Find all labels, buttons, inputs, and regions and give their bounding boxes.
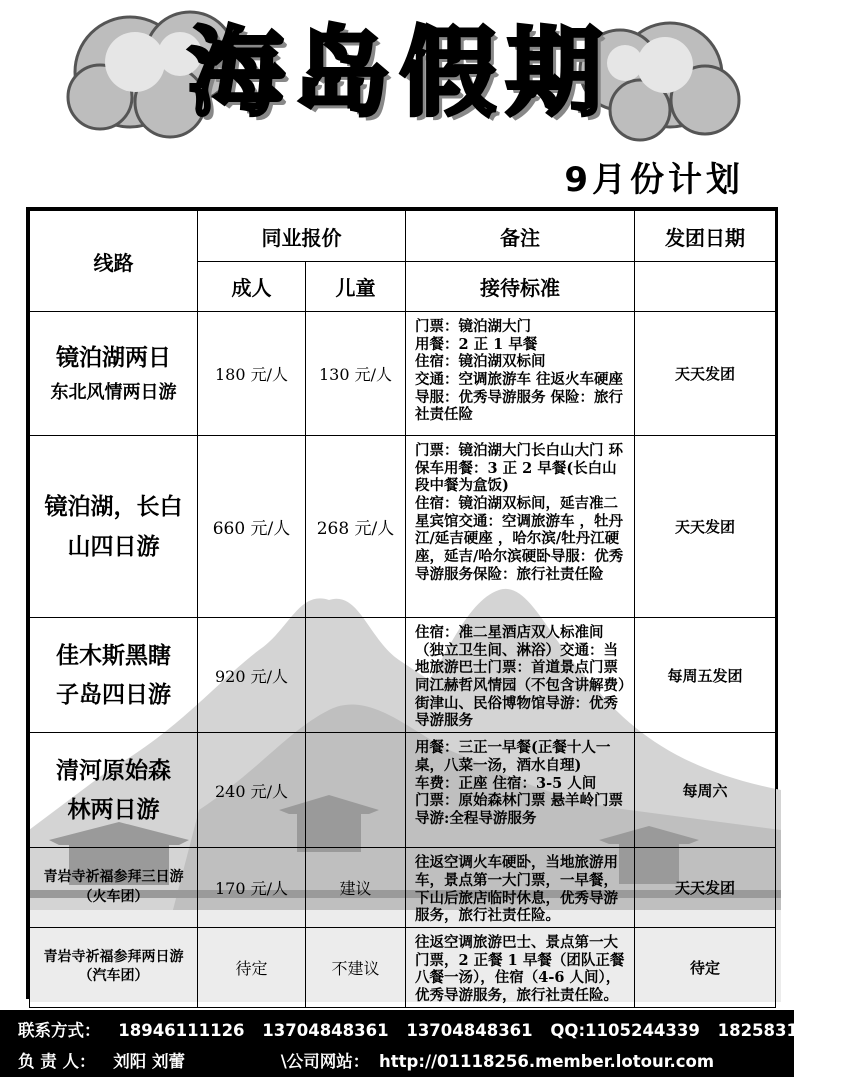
website-label: \公司网站： (280, 1052, 370, 1071)
contact-label: 联系方式： (18, 1021, 101, 1040)
table-row (30, 733, 776, 848)
header-route: 线路 (30, 211, 198, 312)
website-link[interactable]: http://01118256.member.lotour.com (379, 1052, 715, 1071)
depart-date: 待定 (635, 927, 776, 1007)
child-price (306, 733, 406, 848)
child-price: 建议 (306, 848, 406, 928)
footer-contact-bar (0, 1010, 844, 1077)
header-standard: 接待标准 (406, 262, 635, 312)
phone-4: 18258311189 (717, 1021, 844, 1040)
header (0, 0, 794, 205)
header-child: 儿童 (306, 262, 406, 312)
page-title: 海岛假期 (188, 16, 612, 129)
route-name: 佳木斯黑瞎 (56, 641, 171, 669)
note-cell: 门票：镜泊湖大门长白山大门 环保车用餐：3 正 2 早餐(长白山段中餐为盒饭) 住宿：镜泊湖双标间，延吉准二星宾馆交通：空调旅游车 ，牡丹江/延吉硬座 ，哈尔滨/牡丹江硬座，延吉/哈尔滨硬卧导服：优秀导游服务保险：旅行社责任险 (406, 436, 635, 618)
adult-price: 170 元/人 (198, 848, 306, 928)
child-price: 不建议 (306, 927, 406, 1007)
phone-2: 13704848361 (262, 1021, 389, 1040)
route-cell (30, 733, 198, 848)
header-price: 同业报价 (198, 211, 406, 262)
contact-line (18, 1017, 856, 1041)
route-subtitle: 东北风情两日游 (50, 381, 177, 403)
child-price: 268 元/人 (306, 436, 406, 618)
qq-number: QQ:1105244339 (550, 1021, 700, 1040)
route-subtitle: （火车团） (78, 888, 149, 905)
header-depart: 发团日期 (635, 211, 776, 262)
route-cell (30, 436, 198, 618)
child-price: 130 元/人 (306, 312, 406, 436)
manager-line (18, 1048, 726, 1072)
child-price (306, 618, 406, 733)
route-subtitle: 林两日游 (67, 796, 160, 824)
phone-3: 13704848361 (406, 1021, 533, 1040)
adult-price: 180 元/人 (198, 312, 306, 436)
tour-table (29, 210, 776, 1008)
adult-price: 660 元/人 (198, 436, 306, 618)
depart-date: 天天发团 (635, 312, 776, 436)
route-name: 青岩寺祈福参拜三日游 (43, 868, 184, 885)
note-cell: 住宿：准二星酒店双人标准间（独立卫生间、淋浴）交通：当地旅游巴士门票：首道景点门票同江赫哲风情园（不包含讲解费）街津山、民俗博物馆导游：优秀导游服务 (406, 618, 635, 733)
depart-date: 每周六 (635, 733, 776, 848)
note-cell: 往返空调火车硬卧，当地旅游用车，景点第一大门票，一早餐，下山后旅店临时休息，优秀导游服务，旅行社责任险。 (406, 848, 635, 928)
adult-price: 240 元/人 (198, 733, 306, 848)
route-cell (30, 848, 198, 928)
route-cell (30, 312, 198, 436)
header-empty (635, 262, 776, 312)
depart-date: 天天发团 (635, 848, 776, 928)
table-row (30, 436, 776, 618)
route-subtitle: 山四日游 (67, 532, 160, 560)
route-name: 青岩寺祈福参拜两日游 (43, 948, 184, 965)
route-name: 镜泊湖，长白 (44, 493, 183, 521)
route-cell (30, 927, 198, 1007)
tour-table-container (26, 207, 778, 1004)
depart-date: 天天发团 (635, 436, 776, 618)
route-subtitle: 子岛四日游 (56, 681, 171, 709)
note-cell: 往返空调旅游巴士、景点第一大门票，2 正餐 1 早餐（团队正餐八餐一汤），住宿（4-6 人间），优秀导游服务，旅行社责任险。 (406, 927, 635, 1007)
adult-price: 920 元/人 (198, 618, 306, 733)
note-cell: 门票：镜泊湖大门 用餐：2 正 1 早餐 住宿：镜泊湖双标间 交通：空调旅游车 往返火车硬座 导服：优秀导游服务 保险：旅行社责任险 (406, 312, 635, 436)
header-note: 备注 (406, 211, 635, 262)
table-row (30, 312, 776, 436)
header-adult: 成人 (198, 262, 306, 312)
depart-date: 每周五发团 (635, 618, 776, 733)
route-subtitle: （汽车团） (78, 968, 149, 985)
route-name: 清河原始森 (56, 757, 171, 785)
manager-label: 负 责 人： (18, 1052, 96, 1071)
plan-subtitle: 9月份计划 (564, 160, 744, 200)
route-name: 镜泊湖两日 (56, 343, 171, 371)
adult-price: 待定 (198, 927, 306, 1007)
table-row (30, 618, 776, 733)
phone-1: 18946111126 (118, 1021, 245, 1040)
route-cell (30, 618, 198, 733)
table-row (30, 848, 776, 928)
table-row (30, 927, 776, 1007)
manager-names: 刘阳 刘蕾 (113, 1052, 185, 1071)
note-cell: 用餐：三正一早餐(正餐十人一桌，八菜一汤，酒水自理) 车费：正座 住宿：3-5 人间 门票：原始森林门票 悬羊岭门票 导游:全程导游服务 (406, 733, 635, 848)
